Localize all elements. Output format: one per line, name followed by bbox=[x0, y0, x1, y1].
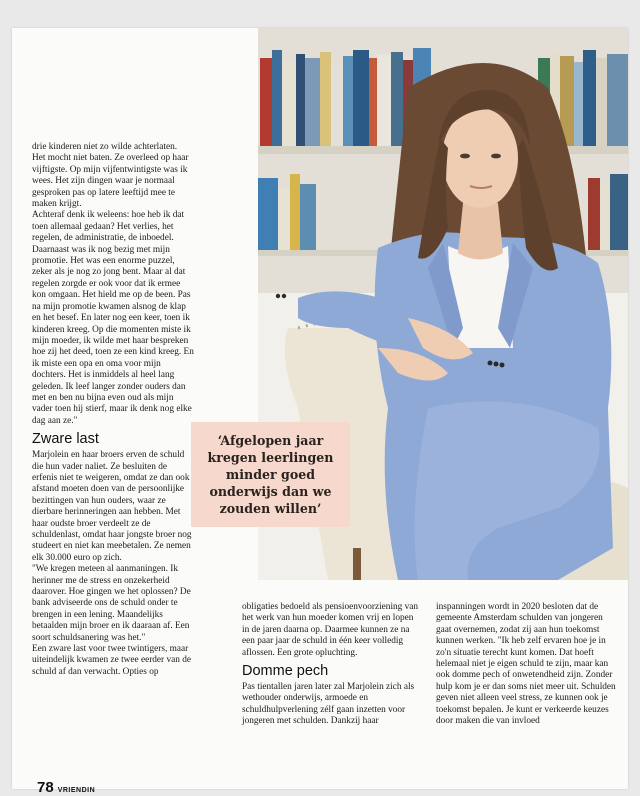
magazine-name: VRIENDIN bbox=[57, 787, 96, 794]
col1-paragraph-3: Marjolein en haar broers erven de schuld die hun vader naliet. Ze besluiten de erfenis niet te weigeren, omdat ze dan ook afstand moeten doen van de persoonlijke bezittingen van hun ouders, waar ze dierbare herinneringen aan hebben. Met haar oudste broer verdeelt ze de schuldenlast, omdat haar jongste broer nog studeert en niet kan meebetalen. Ze nemen elk 30.000 euro op zich. bbox=[32, 450, 192, 563]
pull-quote-text: ‘Afgelopen jaar kregen leerlingen minder goed onderwijs dan we zouden willen’ bbox=[207, 433, 334, 516]
col2-paragraph-1: obligaties bedoeld als pensioenvoorziening van het werk van hun moeder komen vrij en lopen in de jaren daarna op. Daarmee kunnen ze na een paar jaar de schuld in één keer volledig aflossen. Een grote opluchting. bbox=[242, 602, 419, 658]
magazine-page bbox=[12, 28, 628, 796]
pull-quote-box bbox=[191, 422, 350, 527]
col3-paragraph-1: inspanningen wordt in 2020 besloten dat de gemeente Amsterdam schulden van jongeren gaat overnemen, zodat zij aan hun toekomst kunnen werken. "Ik heb zelf ervaren hoe je in zo'n situatie terecht kunt komen. Dat hoeft helemaal niet je eigen schuld te zijn, maar kan ook domme pech of onwetendheid zijn. Zonder hulp kom je er dan soms niet meer uit. Schulden geven niet alleen veel stress, ze kunnen ook je toekomst bepalen. Je kunt er verkeerde keuzes door maken die van invloed bbox=[436, 602, 616, 727]
column-1 bbox=[32, 142, 192, 678]
column-2 bbox=[242, 602, 422, 728]
column-3 bbox=[436, 602, 618, 727]
col1-paragraph-4: "We kregen meteen al aanmaningen. Ik herinner me de stress en onzekerheid daarover. Hoe gingen we het oplossen? De bank adviseerde ons de schuld onder te brengen in een lening. Maandelijks betaalden mijn broer en ik daaraan af. Een soort schuldsanering was het." bbox=[32, 564, 191, 643]
col1-paragraph-2: Achteraf denk ik weleens: hoe heb ik dat toen allemaal gedaan? Het verlies, het regelen, de administratie, de inboedel. Daarnaast was ik nog bezig met mijn promotie. Het was een enorme puzzel, zeker als je nog zo jong bent. Maar al dat regelen zorgde er ook voor dat ik ermee kon omgaan. Het hield me op de been. Pas na mijn promotie kwamen alsnog de klap en het besef. En later nog een keer, toen ik kinderen kreeg. Op die momenten miste ik mijn moeder, ik wilde met haar bespreken hoe zij het deed, toen ze een kind kreeg. En ik miste een opa en oma voor mijn dochters. Het is inmiddels al heel lang geleden. Ik leef langer zonder ouders dan met en ben nu bijna even oud als mijn vader toen hij stierf, maar ik denk nog elke dag aan ze." bbox=[32, 210, 194, 426]
col2-paragraph-2: Pas tientallen jaren later zal Marjolein zich als wethouder onderwijs, armoede en schuldhulpverlening zélf gaan inzetten voor jongeren met schulden. Dankzij haar bbox=[242, 682, 415, 727]
section-heading-zware-last: Zware last bbox=[32, 431, 99, 448]
page-number: 78 bbox=[37, 779, 54, 796]
col1-paragraph-1: drie kinderen niet zo wilde achterlaten. Het mocht niet baten. Ze overleed op haar vijftigste. Op mijn vijfentwintigste was ik wees. Het zijn dingen waar je normaal gesproken pas op latere leeftijd mee te maken krijgt. bbox=[32, 142, 189, 210]
col1-paragraph-5: Een zware last voor twee twintigers, maar uiteindelijk kwamen ze twee eerder van de schuld af dan verwacht. Opties op bbox=[32, 644, 192, 677]
page-footer bbox=[37, 779, 95, 796]
section-heading-domme-pech: Domme pech bbox=[242, 663, 329, 680]
